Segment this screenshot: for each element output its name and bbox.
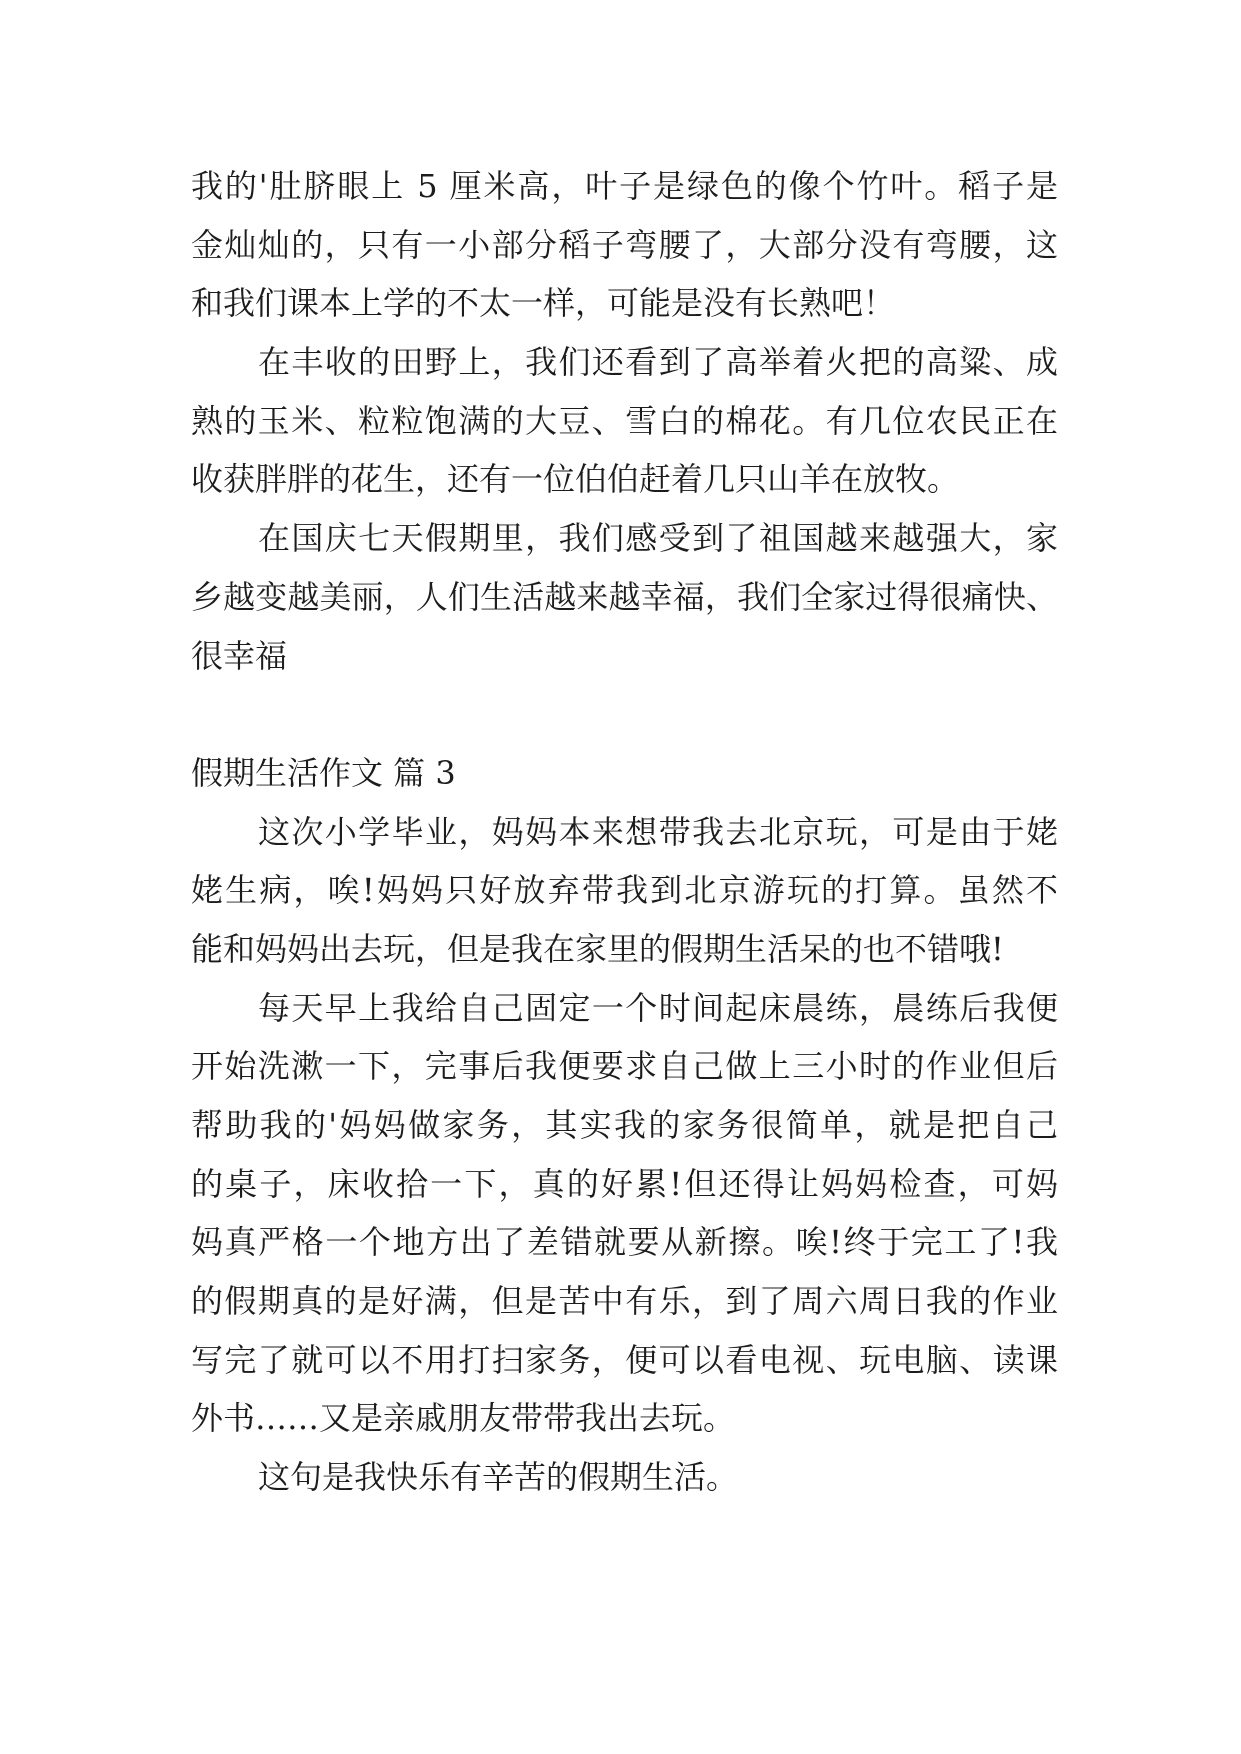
paragraph-line: 每天早上我给自己固定一个时间起床晨练，晨练后我便: [258, 988, 1058, 1027]
paragraph-5: [191, 979, 1058, 1449]
paragraph-line: 写完了就可以不用打扫家务，便可以看电视、玩电脑、读课: [191, 1340, 1058, 1379]
paragraph-line: 在丰收的田野上，我们还看到了高举着火把的高粱、成: [258, 343, 1058, 382]
page-text: [191, 157, 1058, 1507]
paragraph-line: 姥生病，唉!妈妈只好放弃带我到北京游玩的打算。虽然不: [191, 871, 1058, 910]
paragraph-line: 很幸福: [191, 636, 288, 675]
paragraph-line: 收获胖胖的花生，还有一位伯伯赶着几只山羊在放牧。: [191, 460, 960, 499]
paragraph-6: [191, 1448, 1058, 1507]
paragraph-line: 外书……又是亲戚朋友带带我出去玩。: [191, 1399, 736, 1438]
essay-title: 假期生活作文 篇 3: [191, 753, 456, 792]
paragraph-line: 这次小学毕业，妈妈本来想带我去北京玩，可是由于姥: [258, 812, 1058, 851]
paragraph-3: [191, 509, 1058, 685]
paragraph-1: [191, 157, 1058, 333]
blank-line: [191, 685, 1058, 744]
paragraph-line: 这句是我快乐有辛苦的假期生活。: [258, 1458, 739, 1497]
paragraph-line: 帮助我的'妈妈做家务，其实我的家务很简单，就是把自己: [191, 1106, 1058, 1144]
paragraph-line: 在国庆七天假期里，我们感受到了祖国越来越强大，家: [258, 519, 1058, 558]
paragraph-line: 乡越变越美丽，人们生活越来越幸福，我们全家过得很痛快、: [191, 577, 1058, 616]
paragraph-line: 熟的玉米、粒粒饱满的大豆、雪白的棉花。有几位农民正在: [191, 401, 1058, 440]
paragraph-line: 的假期真的是好满，但是苦中有乐，到了周六周日我的作业: [191, 1282, 1058, 1321]
paragraph-line: 金灿灿的，只有一小部分稻子弯腰了，大部分没有弯腰，这: [191, 225, 1058, 264]
paragraph-line: 开始洗漱一下，完事后我便要求自己做上三小时的作业但后: [191, 1047, 1058, 1086]
paragraph-4: [191, 803, 1058, 979]
paragraph-line: 的桌子，床收拾一下，真的好累!但还得让妈妈检查，可妈: [191, 1164, 1058, 1203]
paragraph-line: 和我们课本上学的不太一样，可能是没有长熟吧！: [191, 284, 896, 323]
paragraph-line: 妈真严格一个地方出了差错就要从新擦。唉!终于完工了!我: [191, 1223, 1058, 1262]
paragraph-2: [191, 333, 1058, 509]
paragraph-line: 能和妈妈出去玩，但是我在家里的假期生活呆的也不错哦!: [191, 929, 1004, 968]
paragraph-line: 我的'肚脐眼上 5 厘米高，叶子是绿色的像个竹叶。稻子是: [191, 167, 1058, 205]
